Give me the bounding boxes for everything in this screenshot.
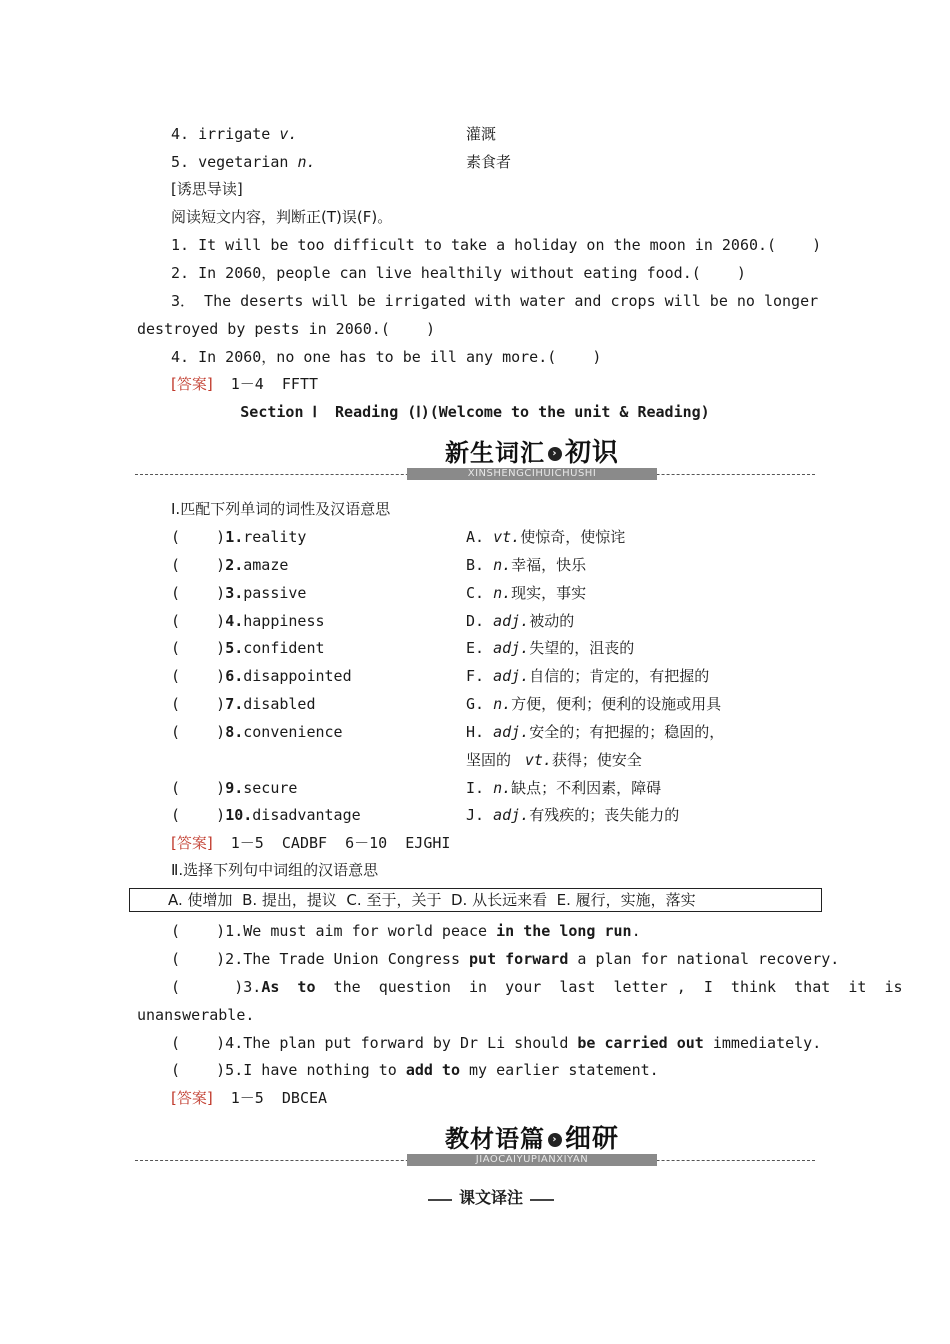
- vocab-meaning-5: 素食者: [466, 153, 512, 171]
- banner-pinyin: XINSHENGCIHUICHUSHI: [407, 468, 657, 480]
- translation-notes-label: [428, 1186, 554, 1210]
- match-option-b: B. n.幸福，快乐: [466, 556, 587, 574]
- phrase-sentence-5: ( )5.I have nothing to add to my earlier statement.: [171, 1061, 659, 1079]
- part2-heading: Ⅱ.选择下列句中词组的汉语意思: [171, 861, 379, 879]
- phrase-sentence-3: ( )3.As to the question in your last letter , I think that it is: [171, 978, 903, 996]
- match-option-g: G. n.方便，便利；便利的设施或用具: [466, 695, 722, 713]
- chevron-right-icon: ›: [548, 447, 562, 461]
- banner-title: 教材语篇 › 细研: [444, 1124, 619, 1154]
- guide-question-3: 3． The deserts will be irrigated with water and crops will be no longer: [171, 292, 819, 310]
- phrase-sentence-3-cont: unanswerable.: [137, 1006, 255, 1024]
- guide-question-1: 1. It will be too difficult to take a holiday on the moon in 2060.( ): [171, 236, 822, 254]
- label-text: 课文译注: [452, 1186, 530, 1210]
- match-item-4: ( )4.happiness: [171, 612, 325, 630]
- guide-instruction: 阅读短文内容，判断正(T)误(F)。: [171, 208, 393, 226]
- part1-answer: [答案] 1－5 CADBF 6－10 EJGHI: [171, 834, 451, 852]
- match-option-h-cont: 坚固的 vt.获得；使安全: [466, 751, 642, 769]
- section-title: Section Ⅰ Reading (Ⅰ)(Welcome to the unit & Reading): [240, 403, 710, 421]
- match-item-9: ( )9.secure: [171, 779, 298, 797]
- match-option-a: A. vt.使惊奇，使惊诧: [466, 528, 626, 546]
- match-item-6: ( )6.disappointed: [171, 667, 352, 685]
- match-item-3: ( )3.passive: [171, 584, 307, 602]
- match-option-j: J. adj.有残疾的；丧失能力的: [466, 806, 680, 824]
- match-item-7: ( )7.disabled: [171, 695, 316, 713]
- match-option-e: E. adj.失望的，沮丧的: [466, 639, 635, 657]
- banner-pinyin: JIAOCAIYUPIANXIYAN: [407, 1154, 657, 1166]
- banner-title: 新生词汇 › 初识: [444, 438, 619, 468]
- text-study-banner: [135, 1124, 815, 1172]
- match-item-2: ( )2.amaze: [171, 556, 289, 574]
- vocab-meaning-4: 灌溉: [466, 125, 497, 143]
- guide-answer: [答案] 1－4 FFTT: [171, 375, 319, 393]
- vocab-word-4: 4. irrigate v.: [171, 125, 298, 143]
- part2-answer: [答案] 1－5 DBCEA: [171, 1089, 328, 1107]
- match-option-h: H. adj.安全的；有把握的；稳固的，: [466, 723, 725, 741]
- phrase-sentence-2: ( )2.The Trade Union Congress put forward a plan for national recovery.: [171, 950, 840, 968]
- vocab-banner: [135, 438, 815, 486]
- match-item-1: ( )1.reality: [171, 528, 307, 546]
- options-text: A. 使增加 B. 提出，提议 C. 至于，关于 D. 从长远来看 E. 履行，实施，落实: [168, 891, 696, 909]
- guide-question-4: 4. In 2060，no one has to be ill any more.( ): [171, 348, 602, 366]
- match-option-c: C. n.现实，事实: [466, 584, 587, 602]
- guide-heading: [诱思导读]: [171, 180, 243, 198]
- answer-tag: [答案]: [171, 1089, 213, 1107]
- answer-tag: [答案]: [171, 375, 213, 393]
- match-item-5: ( )5.confident: [171, 639, 325, 657]
- phrase-sentence-4: ( )4.The plan put forward by Dr Li should be carried out immediately.: [171, 1034, 822, 1052]
- phrase-sentence-1: ( )1.We must aim for world peace in the long run.: [171, 922, 641, 940]
- match-option-d: D. adj.被动的: [466, 612, 575, 630]
- chevron-right-icon: ›: [548, 1133, 562, 1147]
- match-item-8: ( )8.convenience: [171, 723, 343, 741]
- answer-tag: [答案]: [171, 834, 213, 852]
- vocab-word-5: 5. vegetarian n.: [171, 153, 316, 171]
- banner-box: [407, 1124, 657, 1170]
- match-option-i: I. n.缺点；不利因素，障碍: [466, 779, 662, 797]
- match-item-10: ( )10.disadvantage: [171, 806, 361, 824]
- part1-heading: Ⅰ.匹配下列单词的词性及汉语意思: [171, 500, 391, 518]
- banner-box: [407, 438, 657, 484]
- guide-question-3-cont: destroyed by pests in 2060.( ): [137, 320, 436, 338]
- match-option-f: F. adj.自信的；肯定的，有把握的: [466, 667, 710, 685]
- guide-question-2: 2. In 2060，people can live healthily without eating food.( ): [171, 264, 746, 282]
